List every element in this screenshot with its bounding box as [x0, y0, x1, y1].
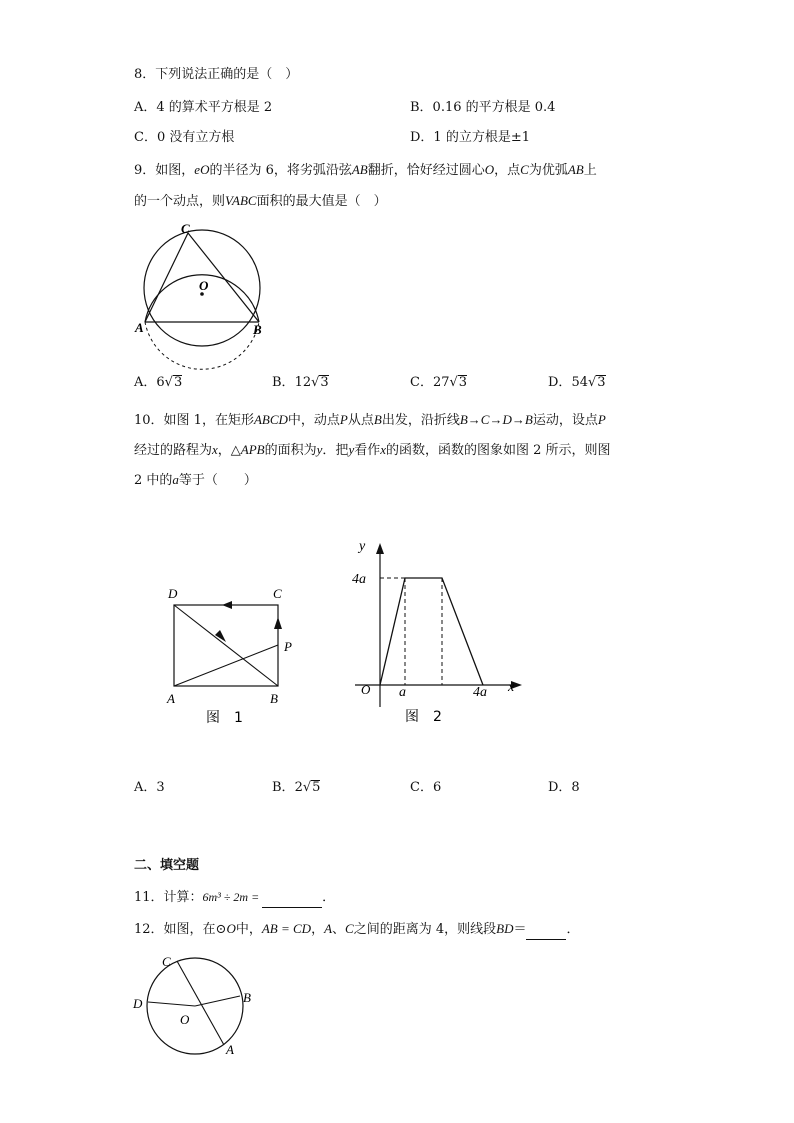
text-fragment: O	[484, 162, 495, 177]
text-fragment: C	[520, 162, 529, 177]
text-fragment: 12．如图，在⊙	[134, 922, 227, 937]
text-fragment: 面积的最大值是（ ）	[256, 194, 387, 209]
radical-sign: √	[587, 375, 597, 390]
q9-stem-line-1	[134, 161, 597, 180]
text-fragment: ．	[566, 922, 580, 937]
text-fragment: 上	[583, 163, 597, 178]
q9-stem-line-2	[134, 192, 387, 211]
q9-label-a: A	[135, 320, 144, 335]
q8-option-a: A．4 的算术平方根是 2	[134, 100, 273, 115]
fig1-label-d: D	[168, 586, 178, 601]
text-fragment: a	[172, 472, 179, 487]
text-fragment: ，点	[494, 163, 521, 178]
q8-option-d: D．1 的立方根是±1	[410, 130, 530, 145]
text-fragment: 5	[312, 780, 321, 795]
text-fragment: V	[225, 193, 232, 208]
text-fragment: ．	[322, 890, 336, 905]
text-fragment: 之间的距离为 4，则线段	[353, 922, 497, 937]
text-fragment: 的一个动点，则	[134, 194, 226, 209]
text-fragment: A．	[134, 375, 157, 390]
fig1-label-a: A	[167, 691, 175, 706]
text-fragment: 10．如图 1，在矩形	[134, 413, 254, 428]
q10-stem-line-3	[134, 471, 257, 490]
fig1-label-c: C	[273, 586, 282, 601]
fig2-label-4a-y: 4a	[352, 572, 366, 587]
text-fragment: 中，	[235, 922, 262, 937]
q10-option-d: D．8	[548, 780, 580, 795]
text-fragment: 从点	[347, 413, 374, 428]
text-fragment: 为优弧	[528, 163, 568, 178]
radical-sign: √	[302, 780, 312, 795]
q12-label-d: D	[133, 996, 143, 1011]
text-fragment: B．	[272, 780, 295, 795]
text-fragment: 12	[294, 375, 312, 390]
q12-label-a: A	[226, 1042, 234, 1057]
fig1-label-b: B	[270, 691, 278, 706]
q12-circle-figure	[130, 950, 270, 1060]
q9-label-b: B	[253, 322, 262, 337]
text-fragment: 出发，沿折线	[381, 413, 460, 428]
text-fragment: B．	[272, 375, 295, 390]
q12-arc-equality: AB = CD	[261, 921, 312, 936]
q10-stem-line-1	[134, 411, 606, 430]
text-fragment: 的面积为	[264, 443, 317, 458]
text-fragment: 看作	[354, 443, 381, 458]
fig2-caption: 图 2	[405, 709, 442, 725]
text-fragment: 2 中的	[134, 473, 173, 488]
q9-option-b	[272, 374, 329, 392]
fig2-label-4a-x: 4a	[473, 685, 487, 700]
q9-option-c	[410, 374, 467, 392]
text-fragment: 9．如图，	[134, 163, 195, 178]
text-fragment: AB	[351, 162, 368, 177]
fig1-caption: 图 1	[206, 710, 243, 726]
text-fragment: 翻折，恰好经过圆心	[367, 163, 485, 178]
text-fragment: ABC	[232, 193, 257, 208]
text-fragment: 、	[332, 922, 346, 937]
q12-answer-blank[interactable]	[526, 921, 566, 940]
q8-option-c: C．0 没有立方根	[134, 130, 235, 145]
text-fragment: 6	[156, 375, 165, 390]
text-fragment: 2	[294, 780, 303, 795]
q11-answer-blank[interactable]	[262, 889, 322, 908]
fig1-label-p: P	[284, 639, 292, 654]
q8-stem: 8．下列说法正确的是（ ）	[134, 67, 299, 82]
text-fragment: 11．计算：	[134, 890, 203, 905]
q12-label-c: C	[162, 954, 171, 969]
q10-option-b	[272, 779, 320, 797]
text-fragment: ＝	[513, 922, 527, 937]
text-fragment: 3	[597, 375, 606, 390]
text-fragment: 等于（ ）	[178, 473, 257, 488]
text-fragment: y	[316, 442, 323, 457]
text-fragment: P	[339, 412, 348, 427]
q9-circle-figure	[132, 218, 272, 358]
text-fragment: 6m³ ÷ 2m =	[202, 890, 260, 904]
q10-figure-1	[162, 585, 312, 735]
radical-sign: √	[311, 375, 320, 390]
text-fragment: 的函数，函数的图象如图 2 所示，则图	[386, 443, 611, 458]
q9-option-a	[134, 374, 182, 392]
q12-label-b: B	[243, 990, 251, 1005]
text-fragment: e	[194, 162, 201, 177]
text-fragment: 3	[320, 375, 329, 390]
text-fragment: 中，动点	[287, 413, 340, 428]
section-2-title: 二、填空题	[134, 858, 200, 873]
text-fragment: x	[212, 442, 218, 457]
fig2-label-a: a	[399, 685, 406, 700]
fig2-label-y: y	[359, 539, 366, 554]
radical-sign: √	[164, 375, 173, 390]
q10-stem-line-2	[134, 441, 611, 460]
text-fragment: 的半径为 6，将劣弧沿弦	[209, 163, 352, 178]
q11-stem	[134, 888, 335, 908]
radical-sign: √	[449, 375, 458, 390]
text-fragment: P	[597, 412, 606, 427]
text-fragment: C．	[410, 375, 433, 390]
text-fragment: 运动，设点	[532, 413, 598, 428]
text-fragment: ，	[311, 922, 325, 937]
text-fragment: BD	[496, 921, 514, 936]
q8-option-b: B．0.16 的平方根是 0.4	[410, 100, 556, 115]
text-fragment: B	[373, 412, 382, 427]
q12-stem	[134, 920, 580, 940]
text-fragment: B→C→D→B	[459, 412, 533, 427]
text-fragment: AB	[567, 162, 584, 177]
text-fragment: O	[226, 921, 236, 936]
text-fragment: ．把	[322, 443, 349, 458]
text-fragment: C	[345, 921, 354, 936]
q12-label-o: O	[180, 1012, 190, 1027]
text-fragment: D．	[548, 375, 572, 390]
q10-figure-2	[350, 535, 540, 735]
fig2-label-o: O	[361, 682, 371, 697]
text-fragment: O	[200, 162, 210, 177]
text-fragment: y	[348, 442, 355, 457]
text-fragment: ，△	[217, 443, 241, 458]
text-fragment: A	[324, 921, 333, 936]
text-fragment: 经过的路程为	[134, 443, 213, 458]
q9-label-o: O	[199, 278, 209, 293]
text-fragment: x	[380, 442, 387, 457]
q10-option-c: C．6	[410, 780, 442, 795]
q10-option-a: A．3	[134, 780, 165, 795]
q9-option-d	[548, 374, 606, 392]
q9-label-c: C	[181, 221, 190, 236]
fig2-label-x: x	[508, 680, 515, 695]
text-fragment: 3	[458, 375, 468, 390]
text-fragment: 54	[571, 375, 588, 390]
text-fragment: 27	[432, 375, 450, 390]
text-fragment: APB	[240, 442, 265, 457]
text-fragment: 3	[173, 375, 183, 390]
text-fragment: ABCD	[253, 412, 288, 427]
